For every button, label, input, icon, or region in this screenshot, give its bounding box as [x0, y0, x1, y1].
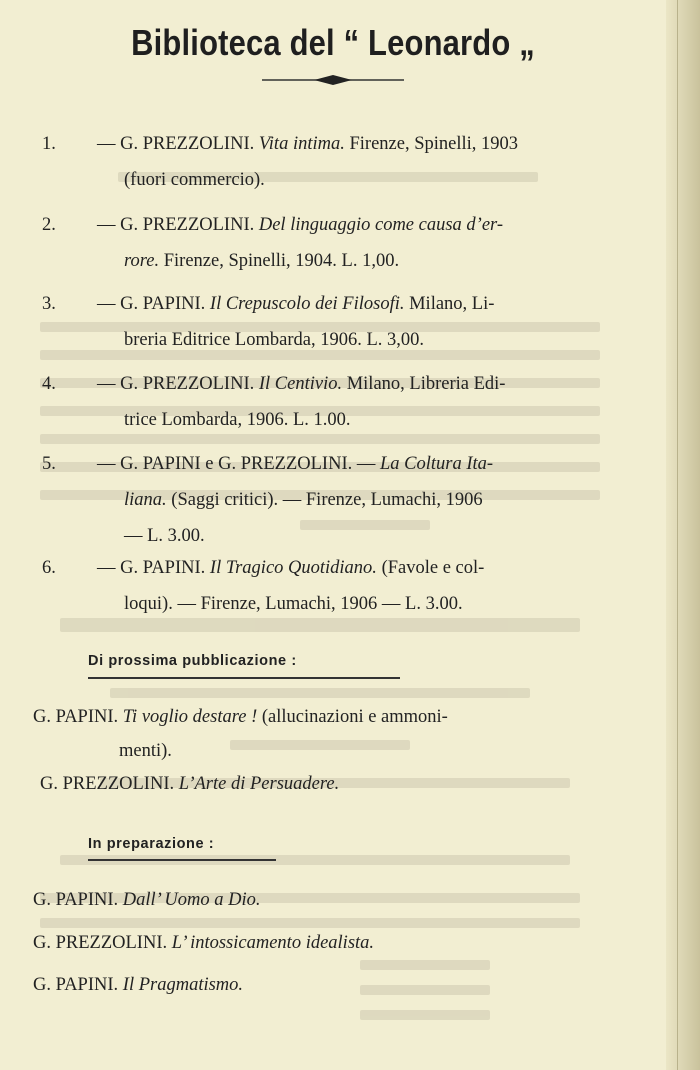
- entry-continuation: loqui). — Firenze, Lumachi, 1906 — L. 3.00.: [124, 594, 463, 614]
- catalog-entry-4: [42, 366, 590, 438]
- preparation-item-3: [33, 968, 593, 1002]
- entry-number: 5.: [42, 454, 56, 474]
- section-heading-upcoming: Di prossima pubblicazione :: [88, 653, 297, 669]
- entry-number: 3.: [42, 294, 56, 314]
- catalog-entry-1: [42, 126, 590, 198]
- entry-price: — L. 3.00.: [124, 526, 205, 546]
- item-author: G. PAPINI.: [33, 890, 123, 910]
- preparation-item-1: [33, 883, 593, 917]
- entry-title: Il Centivio.: [258, 374, 343, 394]
- entry-title-continued: rore.: [124, 251, 160, 271]
- entry-continuation: breria Editrice Lombarda, 1906. L. 3,00.: [124, 330, 425, 350]
- entry-number: 2.: [42, 215, 56, 235]
- entry-title: Il Tragico Quotidiano.: [209, 558, 377, 578]
- entry-author: — G. PAPINI e G. PREZZOLINI. —: [97, 454, 380, 474]
- section-underline: [88, 859, 276, 861]
- title-ornament: [262, 72, 404, 88]
- entry-imprint: (Saggi critici). — Firenze, Lumachi, 1906: [166, 490, 483, 510]
- catalog-entry-2: [42, 207, 590, 279]
- page-edge-line: [677, 0, 678, 1070]
- entry-author: — G. PAPINI.: [97, 294, 210, 314]
- item-author: G. PAPINI.: [33, 707, 123, 727]
- page-edge: [666, 0, 700, 1070]
- item-title: L’ intossicamento idealista.: [171, 933, 375, 953]
- entry-number: 1.: [42, 134, 56, 154]
- entry-title: Vita intima.: [258, 134, 345, 154]
- page-title: Biblioteca del “ Leonardo „: [131, 22, 535, 63]
- upcoming-item-1: [33, 700, 593, 768]
- item-author: G. PREZZOLINI.: [40, 774, 179, 794]
- catalog-entry-3: [42, 286, 590, 358]
- entry-continuation: trice Lombarda, 1906. L. 1.00.: [124, 410, 351, 430]
- entry-imprint: Milano, Libreria Edi-: [342, 374, 506, 394]
- entry-imprint: Firenze, Spinelli, 1903: [344, 134, 519, 154]
- entry-continuation: (fuori commercio).: [124, 170, 265, 190]
- section-heading-preparation: In preparazione :: [88, 836, 215, 852]
- item-author: G. PREZZOLINI.: [33, 933, 172, 953]
- entry-number: 6.: [42, 558, 56, 578]
- item-note: (allucinazioni e ammoni-: [257, 707, 448, 727]
- catalog-entry-6: [42, 550, 590, 622]
- preparation-item-2: [33, 926, 593, 960]
- entry-title: La Coltura Ita-: [379, 454, 494, 474]
- item-title: Il Pragmatismo.: [122, 975, 244, 995]
- item-continuation: menti).: [119, 741, 172, 761]
- entry-author: — G. PREZZOLINI.: [97, 374, 259, 394]
- entry-title: Del linguaggio come causa d’er-: [258, 215, 504, 235]
- entry-imprint: Milano, Li-: [404, 294, 495, 314]
- item-title: L’Arte di Persuadere.: [178, 774, 340, 794]
- entry-title: Il Crepuscolo dei Filosofi.: [209, 294, 405, 314]
- item-author: G. PAPINI.: [33, 975, 123, 995]
- entry-number: 4.: [42, 374, 56, 394]
- item-title: Dall’ Uomo a Dio.: [122, 890, 261, 910]
- section-underline: [88, 677, 400, 679]
- item-title: Ti voglio destare !: [122, 707, 258, 727]
- entry-imprint: Firenze, Spinelli, 1904. L. 1,00.: [159, 251, 400, 271]
- entry-imprint: (Favole e col-: [376, 558, 485, 578]
- catalog-entry-5: [42, 446, 590, 554]
- upcoming-item-2: [40, 767, 600, 801]
- entry-author: — G. PAPINI.: [97, 558, 210, 578]
- entry-title-continued: liana.: [124, 490, 167, 510]
- entry-author: — G. PREZZOLINI.: [97, 134, 259, 154]
- entry-author: — G. PREZZOLINI.: [97, 215, 259, 235]
